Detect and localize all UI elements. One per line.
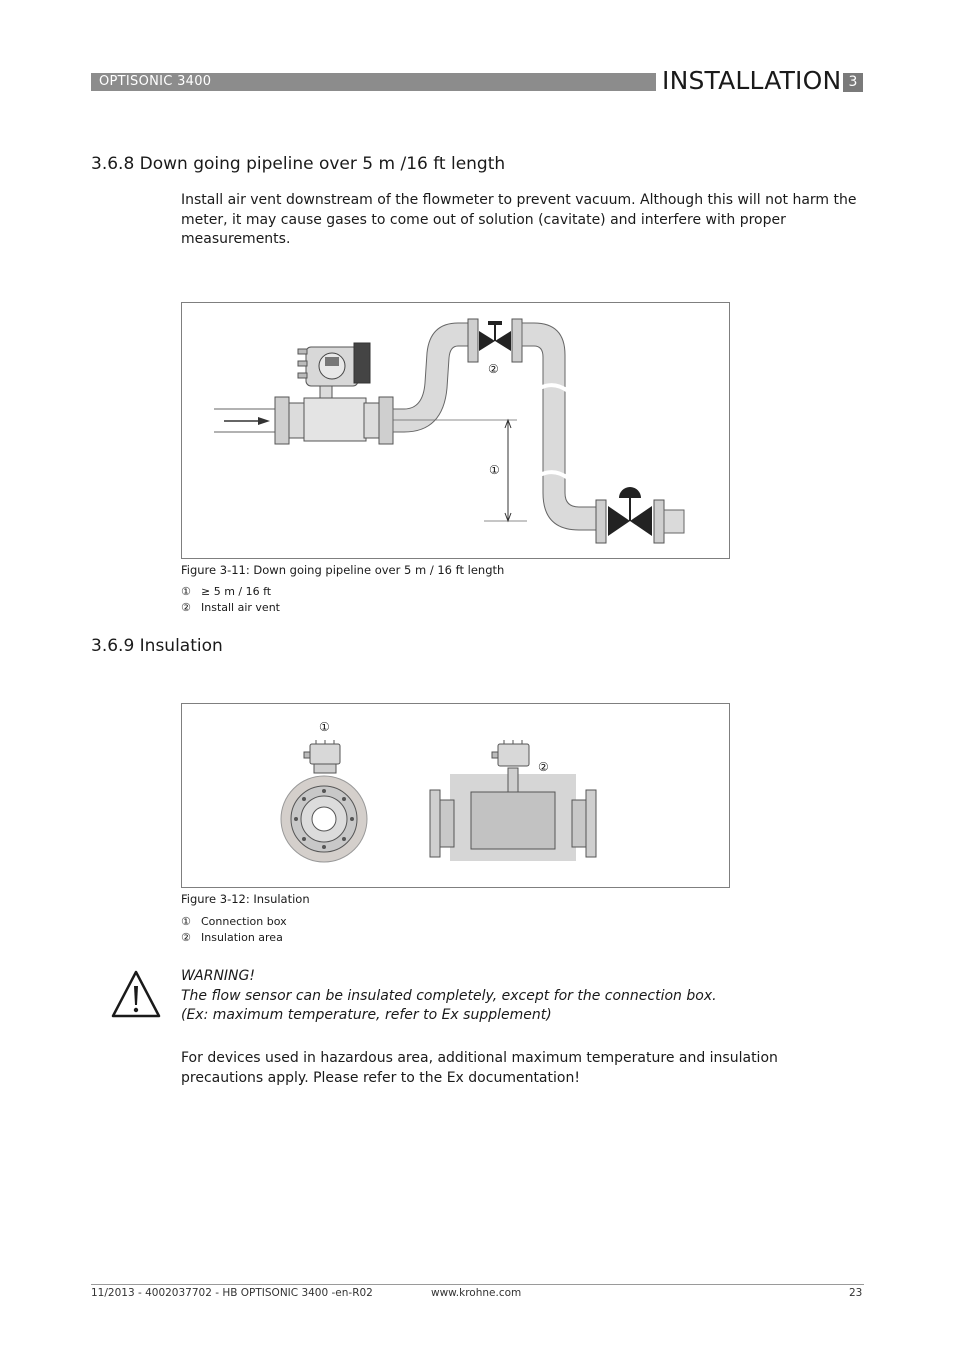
paragraph-line: Install air vent downstream of the flowmeter to prevent vacuum. Although this will not harm the xyxy=(181,192,857,208)
figure-3-11-legend-item xyxy=(181,585,271,598)
meter-body xyxy=(304,398,366,441)
callout-1: ① xyxy=(319,720,330,734)
outlet-flange xyxy=(379,397,393,444)
warning-icon xyxy=(110,968,162,1020)
figure-3-12-caption: Figure 3-12: Insulation xyxy=(181,892,310,906)
connection-box-side xyxy=(310,744,340,764)
footer-doc-reference: 11/2013 - 4002037702 - HB OPTISONIC 3400 -en-R02 xyxy=(91,1287,373,1299)
figure-3-11-caption: Figure 3-11: Down going pipeline over 5 m / 16 ft length xyxy=(181,563,505,577)
rising-bend xyxy=(393,323,472,432)
footer-page-number: 23 xyxy=(849,1287,863,1299)
sensor-body xyxy=(471,792,555,849)
warning-text-line: (Ex: maximum temperature, refer to Ex supplement) xyxy=(181,1007,552,1023)
connection-box-front xyxy=(498,744,529,766)
descending-pipe xyxy=(522,323,596,530)
section-title-3-6-8: 3.6.8 Down going pipeline over 5 m /16 ft length xyxy=(91,154,506,174)
header-product-name: OPTISONIC 3400 xyxy=(99,74,212,89)
section-3-6-8-paragraph xyxy=(181,191,871,250)
note-line: precautions apply. Please refer to the Ex documentation! xyxy=(181,1069,580,1086)
section-title-3-6-9: 3.6.9 Insulation xyxy=(91,636,223,656)
figure-3-12-legend-item xyxy=(181,915,287,928)
inlet-flange xyxy=(275,397,289,444)
warning-text-line: The flow sensor can be insulated completely, except for the connection box. xyxy=(181,988,717,1004)
legend-number: ① xyxy=(181,915,191,928)
note-line: For devices used in hazardous area, additional maximum temperature and insulation xyxy=(181,1050,778,1066)
legend-number: ② xyxy=(181,601,191,614)
callout-2: ② xyxy=(538,760,549,774)
callout-1: ① xyxy=(489,463,500,477)
figure-down-going-pipeline xyxy=(181,302,730,559)
legend-number: ② xyxy=(181,931,191,944)
legend-text: Connection box xyxy=(201,915,287,928)
paragraph-line: meter, it may cause gases to come out of solution (cavitate) and interfere with proper xyxy=(181,211,786,228)
warning-title: WARNING! xyxy=(181,968,255,984)
header-chapter-title: INSTALLATION xyxy=(662,66,842,95)
footer-rule xyxy=(91,1284,864,1285)
shutoff-valve xyxy=(608,506,630,536)
hazardous-area-note xyxy=(181,1049,871,1088)
pipeline-diagram xyxy=(182,303,729,558)
legend-text: Install air vent xyxy=(201,601,280,614)
legend-number: ① xyxy=(181,585,191,598)
callout-2: ② xyxy=(488,362,499,376)
legend-text: Insulation area xyxy=(201,931,283,944)
figure-3-11-legend-item xyxy=(181,601,280,614)
insulation-diagram xyxy=(182,704,729,887)
footer-website: www.krohne.com xyxy=(431,1287,522,1299)
figure-3-12-legend-item xyxy=(181,931,283,944)
air-vent-valve xyxy=(479,331,495,351)
paragraph-line: measurements. xyxy=(181,231,291,247)
figure-insulation xyxy=(181,703,730,888)
header-chapter-number: 3 xyxy=(843,73,863,92)
legend-text: ≥ 5 m / 16 ft xyxy=(201,585,272,598)
